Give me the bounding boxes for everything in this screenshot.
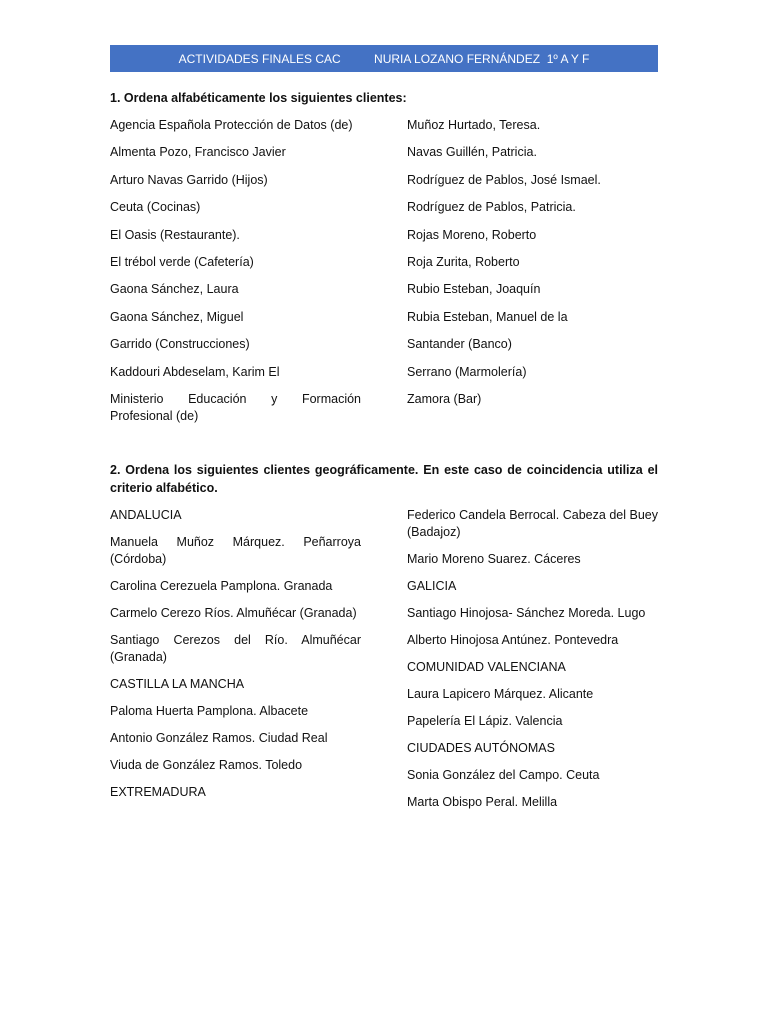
client-item: Santiago Hinojosa- Sánchez Moreda. Lugo (407, 606, 646, 620)
client-item: Almenta Pozo, Francisco Javier (110, 145, 286, 160)
client-item: El trébol verde (Cafetería) (110, 254, 254, 269)
question-1-title: 1. Ordena alfabéticamente los siguientes clientes: (110, 91, 407, 105)
client-item: Gaona Sánchez, Laura (110, 282, 239, 297)
client-item: Marta Obispo Peral. Melilla (407, 795, 558, 809)
client-item: Ceuta (Cocinas) (110, 200, 201, 215)
client-item: Viuda de González Ramos. Toledo (110, 758, 303, 772)
region-heading: CASTILLA LA MANCHA (110, 677, 245, 691)
client-item: Carolina Cerezuela Pamplona. Granada (110, 579, 333, 593)
section1-left-column (110, 117, 361, 435)
client-item: Agencia Española Protección de Datos (de) (110, 118, 353, 132)
region-heading: GALICIA (407, 579, 457, 593)
client-item: Rubia Esteban, Manuel de la (407, 309, 568, 324)
client-item: Paloma Huerta Pamplona. Albacete (110, 704, 309, 718)
header-student-name: NURIA LOZANO FERNÁNDEZ 1º A Y F (374, 51, 590, 66)
region-heading: COMUNIDAD VALENCIANA (407, 660, 566, 674)
client-item: Roja Zurita, Roberto (407, 254, 520, 269)
client-item: Serrano (Marmolería) (407, 364, 527, 379)
client-item: Navas Guillén, Patricia. (407, 145, 537, 160)
header-bar (110, 45, 658, 72)
client-item: Muñoz Hurtado, Teresa. (407, 118, 541, 132)
client-item: Manuela Muñoz Márquez. Peñarroya (Córdoba) (110, 535, 361, 566)
client-item: Santander (Banco) (407, 337, 512, 352)
client-item: Ministerio Educación y Formación Profesional (de) (110, 391, 361, 423)
client-item: Federico Candela Berrocal. Cabeza del Buey (Badajoz) (407, 508, 658, 539)
client-item: Arturo Navas Garrido (Hijos) (110, 172, 268, 187)
client-item: Zamora (Bar) (407, 391, 482, 406)
client-item: Kaddouri Abdeselam, Karim El (110, 364, 280, 379)
client-item: Rojas Moreno, Roberto (407, 227, 537, 242)
client-item: Sonia González del Campo. Ceuta (407, 768, 600, 782)
client-item: Rodríguez de Pablos, Patricia. (407, 200, 576, 215)
region-heading: ANDALUCIA (110, 508, 182, 522)
question-2-title: 2. Ordena los siguientes clientes geográficamente. En este caso de coincidencia utiliza el criterio alfabético. (110, 463, 658, 495)
client-item: Papelería El Lápiz. Valencia (407, 714, 563, 728)
region-heading: CIUDADES AUTÓNOMAS (407, 741, 555, 755)
client-item: Rodríguez de Pablos, José Ismael. (407, 172, 601, 187)
client-item: Antonio González Ramos. Ciudad Real (110, 731, 328, 745)
region-heading: EXTREMADURA (110, 785, 206, 799)
client-item: Laura Lapicero Márquez. Alicante (407, 687, 594, 701)
client-item: El Oasis (Restaurante). (110, 227, 240, 242)
client-item: Mario Moreno Suarez. Cáceres (407, 552, 581, 566)
header-activity-title: ACTIVIDADES FINALES CAC (178, 51, 341, 66)
client-item: Rubio Esteban, Joaquín (407, 282, 541, 297)
client-item: Santiago Cerezos del Río. Almuñécar (Granada) (110, 633, 361, 664)
client-item: Alberto Hinojosa Antúnez. Pontevedra (407, 633, 619, 647)
client-item: Gaona Sánchez, Miguel (110, 309, 244, 324)
section1-right-column (407, 117, 658, 418)
client-item: Garrido (Construcciones) (110, 337, 250, 352)
client-item: Carmelo Cerezo Ríos. Almuñécar (Granada) (110, 606, 357, 620)
section2-left-column (110, 507, 361, 811)
section2-right-column (407, 507, 658, 821)
